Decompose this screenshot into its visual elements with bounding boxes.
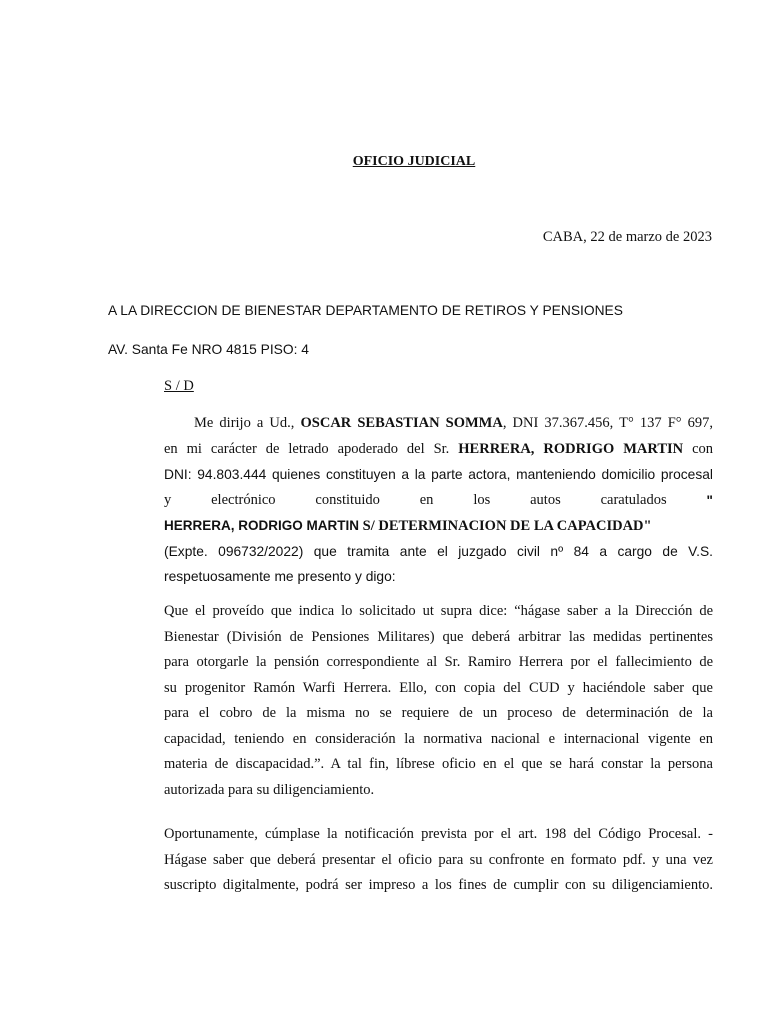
paragraph-line: DNI: 94.803.444 quienes constituyen a la parte actora, manteniendo domicilio procesal <box>164 467 713 482</box>
paragraph-line: materia de discapacidad.”. A tal fin, líbrese oficio en el que se hará constar la persona <box>164 756 713 772</box>
attorney-name: OSCAR SEBASTIAN SOMMA <box>300 415 503 431</box>
document-title: OFICIO JUDICIAL <box>352 154 476 169</box>
paragraph-line: suscripto digitalmente, podrá ser impreso a los fines de cumplir con su diligenciamiento. <box>164 877 713 893</box>
paragraph-line: y electrónico constituido en los autos caratulados " <box>164 491 713 508</box>
paragraph-line: Bienestar (División de Pensiones Militares) que deberá arbitrar las medidas pertinentes <box>164 628 713 645</box>
paragraph-line: autorizada para su diligenciamiento. <box>164 781 375 798</box>
recipient-line-2: AV. Santa Fe NRO 4815 PISO: 4 <box>108 342 309 357</box>
paragraph-line: Hágase saber que deberá presentar el oficio para su confronte en formato pdf. y una vez <box>164 851 713 868</box>
paragraph-line: Oportunamente, cúmplase la notificación prevista por el art. 198 del Código Procesal. - <box>164 826 713 842</box>
paragraph-line: para el cobro de la misma no se requiere de un proceso de determinación de la <box>164 705 713 721</box>
paragraph-introduction <box>164 411 713 590</box>
paragraph-resolution <box>164 599 713 803</box>
paragraph-line: (Expte. 096732/2022) que tramita ante el juzgado civil nº 84 a cargo de V.S. <box>164 543 713 559</box>
document-date: CABA, 22 de marzo de 2023 <box>542 229 712 245</box>
paragraph-line: capacidad, teniendo en consideración la normativa nacional e internacional vigente en <box>164 730 713 747</box>
paragraph-line: en mi carácter de letrado apoderado del Sr. HERRERA, RODRIGO MARTIN con <box>164 440 714 457</box>
paragraph-line: respetuosamente me presento y digo: <box>164 569 396 584</box>
recipient-line-1: A LA DIRECCION DE BIENESTAR DEPARTAMENTO DE RETIROS Y PENSIONES <box>108 303 623 318</box>
paragraph-line: Me dirijo a Ud., OSCAR SEBASTIAN SOMMA, DNI 37.367.456, T° 137 F° 697, <box>194 415 714 431</box>
case-caption: HERRERA, RODRIGO MARTIN S/ DETERMINACION DE LA CAPACIDAD" <box>164 518 652 534</box>
salutation: S / D <box>164 378 194 394</box>
paragraph-line: para otorgarle la pensión correspondiente al Sr. Ramiro Herrera por el fallecimiento de <box>164 654 713 670</box>
paragraph-line: su progenitor Ramón Warfi Herrera. Ello, con copia del CUD y haciéndole saber que <box>164 679 713 696</box>
paragraph-notification <box>164 822 713 899</box>
client-name: HERRERA, RODRIGO MARTIN <box>458 440 684 457</box>
paragraph-line: Que el proveído que indica lo solicitado ut supra dice: “hágase saber a la Dirección de <box>164 603 713 619</box>
